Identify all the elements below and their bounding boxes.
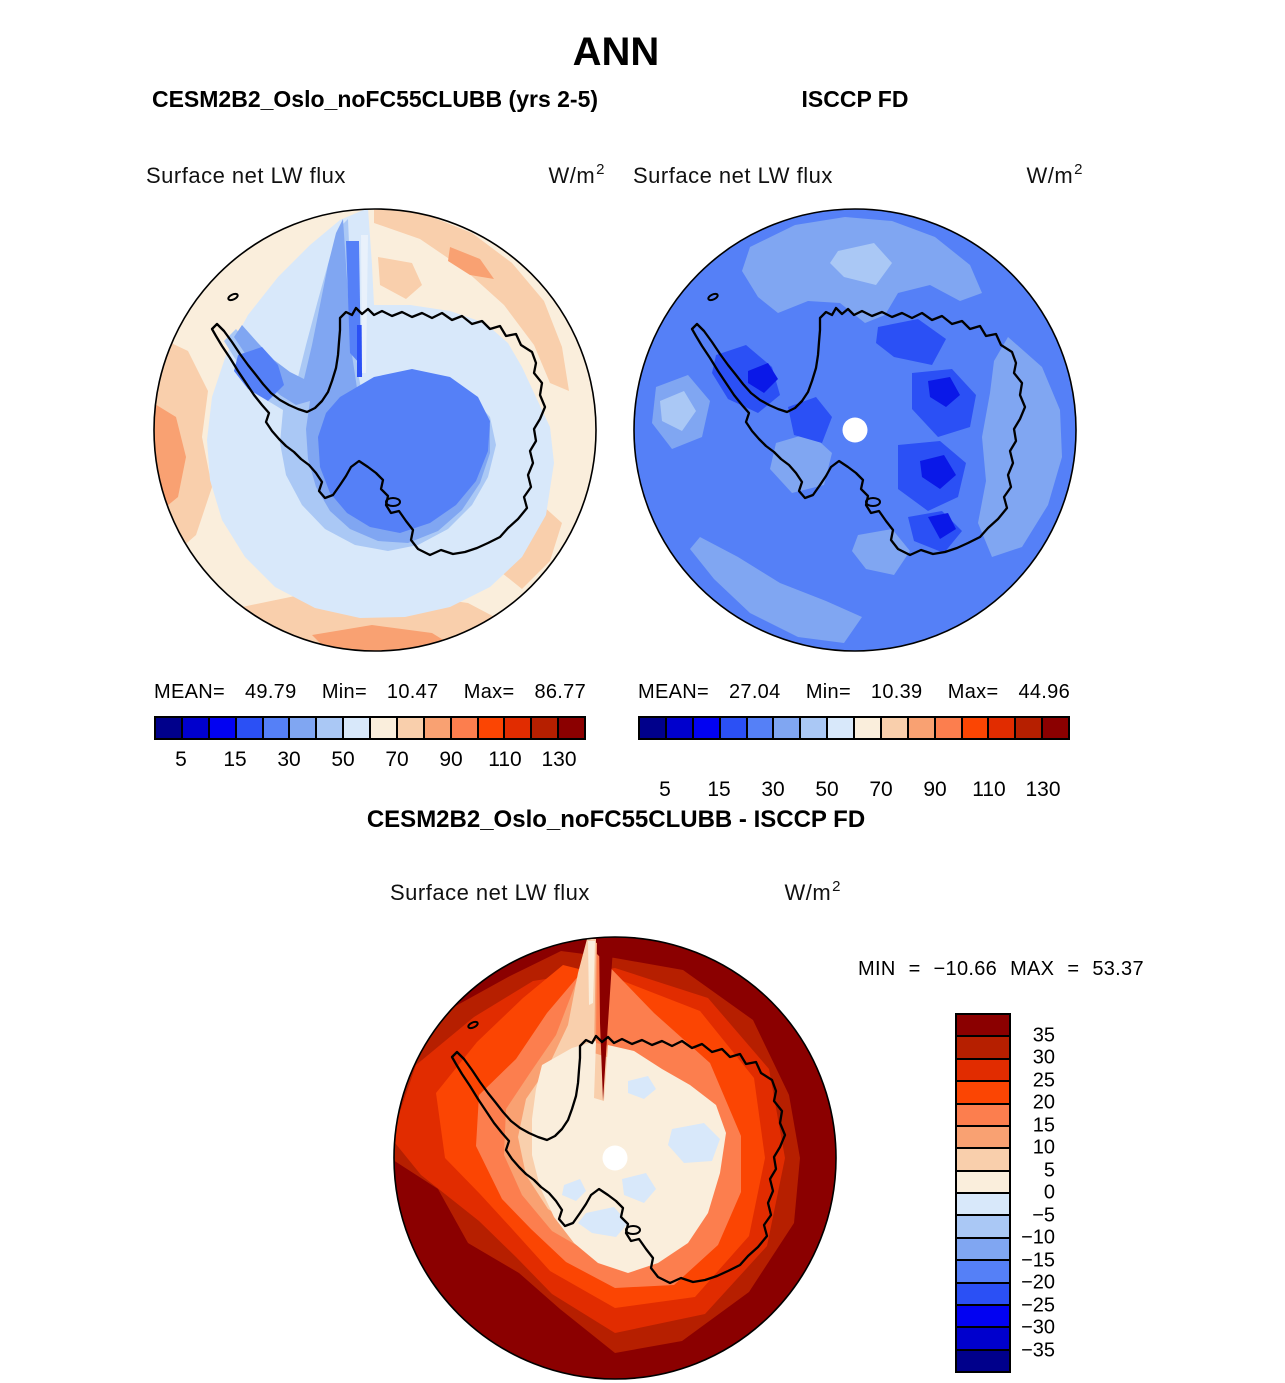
max-value: 53.37 [1092, 958, 1144, 980]
colorbar-tick-label: 90 [923, 778, 947, 801]
colorbar-segment [262, 716, 291, 740]
colorbar-segment [503, 716, 532, 740]
colorbar-tick-label: 30 [277, 748, 301, 771]
min-value: 10.47 [386, 681, 439, 703]
colorbar-model [154, 716, 586, 740]
colorbar-segment [907, 716, 936, 740]
pole-hole [603, 1146, 628, 1171]
colorbar-tick-label: 15 [223, 748, 247, 771]
colorbar-tick-label: 5 [175, 748, 187, 771]
map-obs [630, 205, 1080, 655]
colorbar-segment [1014, 716, 1043, 740]
colorbar-segment [396, 716, 425, 740]
equals-sign: = [1067, 958, 1080, 980]
colorbar-segment [746, 716, 775, 740]
mean-label: MEAN= [638, 681, 709, 703]
colorbar-segment [955, 1035, 1011, 1059]
colorbar-segment [987, 716, 1016, 740]
colorbar-tick-label: 35 [1032, 1024, 1055, 1046]
colorbar-tick-label: 15 [1032, 1114, 1055, 1136]
colorbar-segment [880, 716, 909, 740]
colorbar-segment [955, 1326, 1011, 1350]
colorbar-segment [934, 716, 963, 740]
max-label: Max= [463, 681, 515, 703]
colorbar-segment [826, 716, 855, 740]
colorbar-segment [638, 716, 667, 740]
colorbar-segment [342, 716, 371, 740]
colorbar-segment [955, 1282, 1011, 1306]
subtitle-row-diff [390, 880, 840, 906]
max-value: 44.96 [1018, 681, 1070, 703]
map-model [150, 205, 600, 655]
colorbar-segment [315, 716, 344, 740]
field-label-obs: Surface net LW flux [633, 163, 833, 188]
panel-title-diff: CESM2B2_Oslo_noFC55CLUBB - ISCCP FD [366, 806, 866, 833]
colorbar-segment [961, 716, 990, 740]
colorbar-tick-label: 70 [869, 778, 893, 801]
colorbar-segment [235, 716, 264, 740]
colorbar-ticks-model [154, 742, 586, 772]
colorbar-tick-label: −35 [1021, 1339, 1055, 1361]
colorbar-segment [955, 1103, 1011, 1127]
colorbar-tick-label: 15 [707, 778, 731, 801]
colorbar-segment [799, 716, 828, 740]
colorbar-segment [1041, 716, 1070, 740]
colorbar-segment [450, 716, 479, 740]
stats-model [154, 681, 586, 704]
colorbar-segment [955, 1013, 1011, 1037]
colorbar-segment [692, 716, 721, 740]
colorbar-tick-label: 70 [385, 748, 409, 771]
min-value: −10.66 [933, 958, 998, 980]
colorbar-segment [530, 716, 559, 740]
units-model: $W/m^2$ [548, 161, 605, 188]
colorbar-segment [208, 716, 237, 740]
colorbar-segment [423, 716, 452, 740]
colorbar-obs [638, 716, 1070, 740]
map-diff [390, 933, 840, 1383]
colorbar-tick-label: −15 [1021, 1249, 1055, 1271]
stats-obs [638, 681, 1070, 704]
colorbar-segment [955, 1192, 1011, 1216]
colorbar-segment [181, 716, 210, 740]
colorbar-segment [955, 1058, 1011, 1082]
colorbar-tick-label: 0 [1043, 1181, 1055, 1204]
colorbar-segment [955, 1170, 1011, 1194]
units-diff: $W/m^2$ [784, 878, 841, 905]
mean-value: 49.79 [244, 681, 297, 703]
main-title: ANN [572, 30, 660, 74]
colorbar-segment [853, 716, 882, 740]
colorbar-segment [288, 716, 317, 740]
max-value: 86.77 [534, 681, 586, 703]
colorbar-diff [955, 1013, 1007, 1373]
colorbar-tick-label: 50 [815, 778, 839, 801]
colorbar-segment [955, 1080, 1011, 1104]
max-label: Max= [947, 681, 999, 703]
colorbar-segment [477, 716, 506, 740]
colorbar-segment [719, 716, 748, 740]
min-label: Min= [321, 681, 367, 703]
colorbar-tick-label: 130 [1025, 778, 1061, 801]
mean-label: MEAN= [154, 681, 225, 703]
colorbar-segment [955, 1147, 1011, 1171]
min-value: 10.39 [870, 681, 923, 703]
colorbar-tick-label: 90 [439, 748, 463, 771]
colorbar-segment [955, 1259, 1011, 1283]
colorbar-tick-label: 30 [761, 778, 785, 801]
pole-hole [843, 418, 868, 443]
min-label: Min= [805, 681, 851, 703]
subtitle-row-model [146, 163, 604, 189]
colorbar-segment [955, 1125, 1011, 1149]
colorbar-tick-label: −25 [1021, 1294, 1055, 1316]
colorbar-tick-label: −30 [1021, 1316, 1055, 1339]
colorbar-segment [772, 716, 801, 740]
diff-minmax [858, 958, 1144, 981]
colorbar-segment [665, 716, 694, 740]
colorbar-tick-label: 50 [331, 748, 355, 771]
colorbar-tick-label: −5 [1032, 1204, 1055, 1226]
colorbar-segment [557, 716, 586, 740]
panel-title-obs: ISCCP FD [801, 86, 909, 112]
panel-title-model: CESM2B2_Oslo_noFC55CLUBB (yrs 2-5) [151, 86, 599, 112]
colorbar-tick-label: 20 [1032, 1091, 1055, 1114]
colorbar-tick-label: 110 [972, 778, 1006, 801]
colorbar-tick-label: 10 [1032, 1136, 1055, 1159]
colorbar-segment [955, 1214, 1011, 1238]
field-label-model: Surface net LW flux [146, 163, 346, 188]
colorbar-segment [154, 716, 183, 740]
min-label: MIN [858, 958, 896, 980]
max-label: MAX [1010, 958, 1055, 980]
colorbar-segment [369, 716, 398, 740]
colorbar-tick-label: 5 [1043, 1159, 1055, 1181]
mean-value: 27.04 [728, 681, 781, 703]
colorbar-tick-label: 25 [1032, 1069, 1055, 1091]
colorbar-ticks-diff [1013, 1013, 1055, 1373]
colorbar-tick-label: −20 [1021, 1271, 1055, 1294]
colorbar-tick-label: 110 [488, 748, 522, 771]
equals-sign: = [908, 958, 921, 980]
colorbar-segment [955, 1349, 1011, 1373]
field-label-diff: Surface net LW flux [390, 880, 590, 905]
colorbar-ticks-obs [638, 772, 1070, 802]
colorbar-tick-label: −10 [1021, 1226, 1055, 1249]
units-obs: $W/m^2$ [1026, 161, 1083, 188]
subtitle-row-obs [633, 163, 1082, 189]
colorbar-tick-label: 30 [1032, 1046, 1055, 1069]
colorbar-tick-label: 130 [541, 748, 577, 771]
colorbar-tick-label: 5 [659, 778, 671, 801]
colorbar-segment [955, 1304, 1011, 1328]
colorbar-segment [955, 1237, 1011, 1261]
